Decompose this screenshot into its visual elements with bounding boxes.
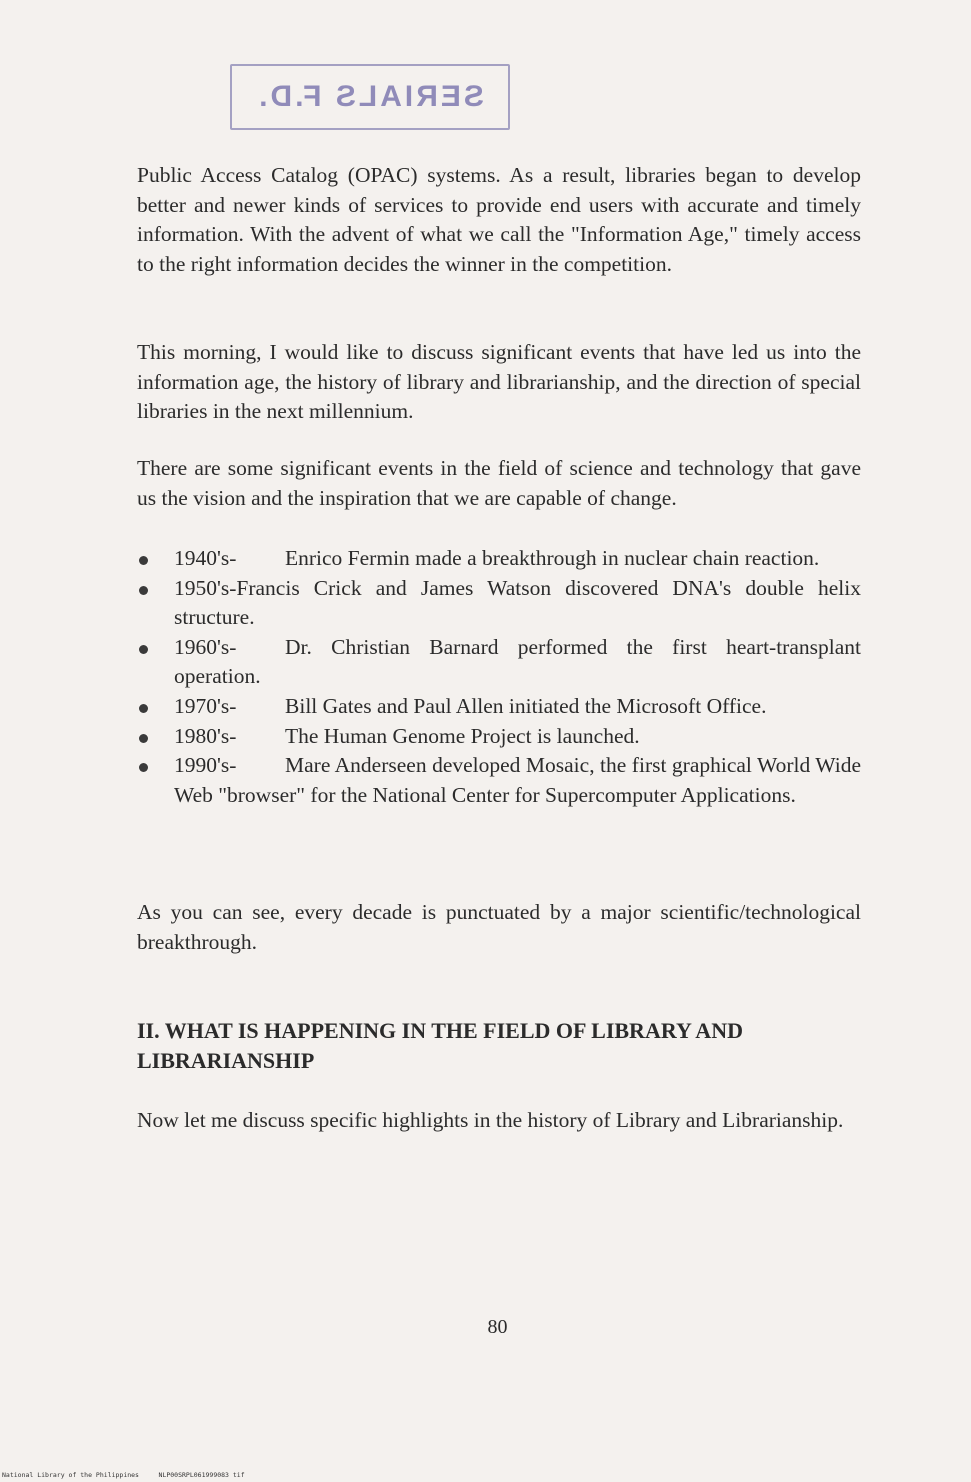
bullet-icon bbox=[139, 704, 148, 713]
event-text: The Human Genome Project is launched. bbox=[285, 723, 640, 748]
page-number: 80 bbox=[487, 1316, 508, 1338]
event-text: 1950's-Francis Crick and James Watson discovered DNA's double helix structure. bbox=[174, 575, 861, 630]
list-item bbox=[137, 633, 861, 692]
bullet-icon bbox=[139, 556, 148, 565]
paragraph-every-decade: As you can see, every decade is punctuated by a major scientific/technological breakthrough. bbox=[137, 900, 861, 954]
list-item bbox=[137, 751, 861, 810]
bullet-icon bbox=[139, 645, 148, 654]
list-item bbox=[137, 692, 861, 722]
bullet-icon bbox=[139, 586, 148, 595]
serials-stamp bbox=[230, 64, 510, 130]
event-decade: 1990's- bbox=[174, 753, 237, 778]
event-text: Mare Anderseen developed Mosaic, the first graphical World Wide Web "browser" for the National Center for Supercomputer Applications. bbox=[174, 753, 861, 807]
paragraph-this-morning: This morning, I would like to discuss significant events that have led us into the information age, the history of library and librarianship, and the direction of special libraries in the next millennium. bbox=[137, 340, 861, 424]
event-text: Bill Gates and Paul Allen initiated the Microsoft Office. bbox=[285, 693, 767, 718]
paragraph-significant-events: There are some significant events in the field of science and technology that gave us the vision and the inspiration that we are capable of change. bbox=[137, 456, 861, 510]
section-heading: II. WHAT IS HAPPENING IN THE FIELD OF LIBRARY AND LIBRARIANSHIP bbox=[137, 1018, 743, 1073]
event-decade: 1960's- bbox=[174, 634, 237, 659]
list-item bbox=[137, 574, 861, 633]
bullet-icon bbox=[139, 734, 148, 743]
event-text: Enrico Fermin made a breakthrough in nuclear chain reaction. bbox=[285, 546, 820, 570]
bullet-icon bbox=[139, 763, 148, 772]
events-list bbox=[137, 544, 861, 810]
event-decade: 1970's- bbox=[174, 693, 237, 718]
event-decade: 1940's- bbox=[174, 546, 237, 570]
list-item bbox=[137, 544, 861, 574]
event-decade: 1980's- bbox=[174, 723, 237, 748]
event-text: Dr. Christian Barnard performed the first heart-transplant operation. bbox=[174, 634, 861, 689]
list-item bbox=[137, 722, 861, 752]
stamp-text: SERIALS F.D. bbox=[256, 80, 484, 113]
paragraph-opac: Public Access Catalog (OPAC) systems. As a result, libraries began to develop better and newer kinds of services to provide end users with accurate and timely information. With the advent of what we call the "Information Age," timely access to the right information decides the winner in the competition. bbox=[137, 163, 861, 276]
paragraph-highlights: Now let me discuss specific highlights in the history of Library and Librarianship. bbox=[137, 1108, 844, 1132]
scan-footer: National Library of the Philippines NLP00SRPL061999083 tif bbox=[2, 1471, 245, 1479]
